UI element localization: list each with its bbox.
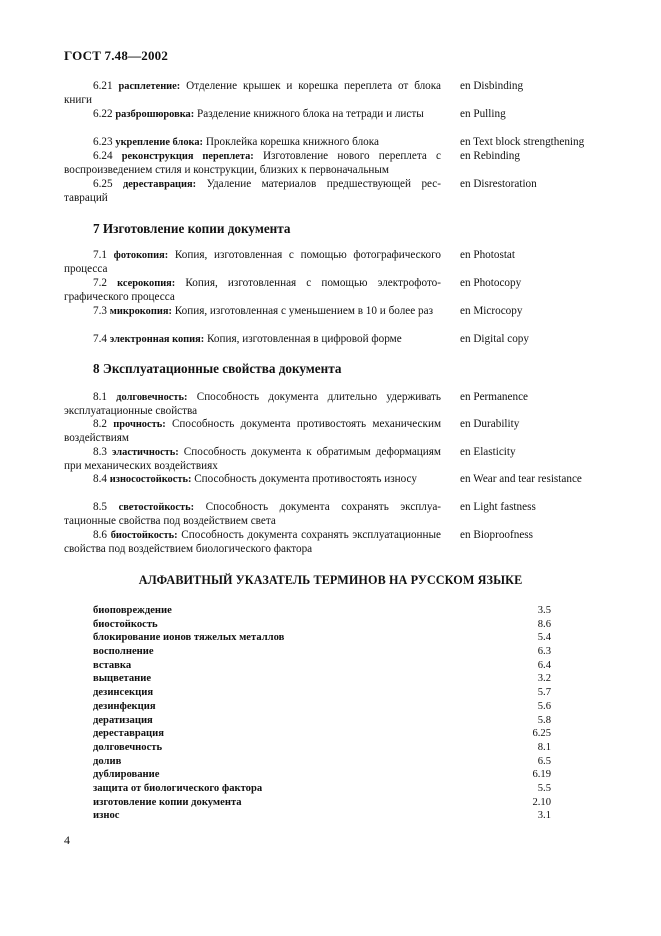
term-number: 6.25: [93, 178, 113, 190]
index-term: защита от биологического фактора: [93, 782, 263, 794]
term-entry: [64, 150, 441, 177]
term-english: en Microcopy: [460, 305, 523, 317]
index-ref: 8.1: [537, 741, 551, 753]
index-row: [93, 782, 551, 796]
index-ref: 6.19: [532, 769, 551, 781]
index-ref: 8.6: [537, 618, 551, 630]
index-ref: 2.10: [532, 796, 551, 808]
index-ref: 3.5: [537, 605, 551, 616]
term-english: en Digital copy: [460, 333, 529, 345]
term-entry: [64, 178, 441, 205]
index-row: [93, 700, 551, 714]
index-term: дезинсекция: [93, 687, 154, 699]
term-english: en Disbinding: [460, 80, 524, 92]
term-name: прочность:: [113, 419, 166, 430]
term-name: электронная копия:: [109, 334, 205, 345]
index-term: дереставрация: [93, 728, 164, 740]
term-definition: Копия, изготовленная с помощью фотографического процесса: [64, 249, 441, 275]
index-term: долговечность: [93, 741, 163, 753]
index-ref: 5.8: [537, 714, 551, 726]
term-entry: [64, 333, 441, 347]
term-english: en Bioproofness: [460, 529, 534, 541]
section-heading-8: 8 Эксплуатационные свойства документа: [93, 361, 342, 376]
term-entry: [64, 80, 441, 107]
index-term: биостойкость: [93, 618, 158, 630]
document-header: ГОСТ 7.48—2002: [64, 48, 169, 63]
index-term: износ: [93, 810, 120, 822]
term-entry: [64, 529, 441, 556]
term-definition: Копия, изготовленная с уменьшением в 10 и более раз: [174, 305, 434, 317]
term-name: эластичность:: [112, 447, 179, 458]
term-definition: Способность документа сохранять эксплуатационные свойства под воздействием света: [64, 501, 442, 527]
index-ref: 5.4: [537, 632, 551, 644]
section-heading-7: 7 Изготовление копии документа: [93, 221, 291, 236]
term-entry: [64, 249, 441, 276]
index-row: [93, 809, 551, 823]
term-definition: Способность документа сохранять эксплуатационные свойства под воздействием биологического фактора: [64, 529, 442, 555]
term-english: en Wear and tear resistance: [460, 473, 582, 485]
term-entry: [64, 391, 441, 418]
term-name: фотокопия:: [113, 250, 169, 261]
term-entry: [64, 305, 441, 319]
term-name: износостойкость:: [109, 474, 192, 485]
term-name: укрепление блока:: [115, 137, 204, 148]
index-row: [93, 755, 551, 769]
term-name: биостойкость:: [110, 530, 178, 541]
term-entry: [64, 501, 441, 528]
term-number: 6.23: [93, 136, 113, 148]
term-number: 7.3: [93, 305, 107, 317]
term-number: 6.24: [93, 150, 113, 162]
index-row: [93, 686, 551, 700]
index-ref: 3.1: [537, 810, 551, 822]
index-row: [93, 645, 551, 659]
index-row: [93, 618, 551, 632]
term-definition: Способность документа к обратимым деформациям при механических воздействиях: [64, 446, 442, 472]
term-name: светостойкость:: [118, 502, 195, 513]
term-english: en Photocopy: [460, 277, 522, 289]
index-row: [93, 631, 551, 645]
term-entry: [64, 418, 441, 445]
term-number: 8.2: [93, 418, 107, 430]
term-definition: Разделение книжного блока на тетради и листы: [197, 108, 424, 120]
term-entry: [64, 277, 441, 304]
term-english: en Photostat: [460, 249, 516, 261]
term-number: 6.21: [93, 80, 113, 92]
index-ref: 5.5: [537, 782, 551, 794]
term-name: ксерокопия:: [117, 278, 176, 289]
term-definition: Удаление материалов предшествующей реставраций: [64, 178, 441, 204]
page-number: 4: [64, 833, 70, 847]
term-entry: [64, 136, 441, 150]
term-english: en Durability: [460, 418, 520, 430]
index-row: [93, 604, 551, 618]
index-row: [93, 796, 551, 810]
index-term: вставка: [93, 659, 132, 671]
term-number: 7.2: [93, 277, 107, 289]
term-definition: Способность документа противостоять износу: [194, 473, 417, 485]
term-entry: [64, 446, 441, 473]
index-row: [93, 672, 551, 686]
index-title: АЛФАВИТНЫЙ УКАЗАТЕЛЬ ТЕРМИНОВ НА РУССКОМ ЯЗЫКЕ: [138, 573, 523, 587]
term-definition: Копия, изготовленная с помощью электрофотографического процесса: [64, 277, 442, 303]
term-entry: [64, 108, 441, 122]
term-definition: Способность документа длительно удерживать эксплуатационные свойства: [64, 391, 441, 417]
index-term: биоповреждение: [93, 605, 172, 616]
term-number: 8.1: [93, 391, 107, 403]
term-definition: Изготовление нового переплета с воспроизведением стиля и конструкции, близких к первоначальным: [64, 150, 441, 176]
index-ref: 6.25: [532, 728, 551, 740]
term-english: en Text block strengthening: [460, 136, 585, 148]
index-term: дезинфекция: [93, 700, 156, 712]
term-number: 8.3: [93, 446, 107, 458]
index-ref: 6.5: [537, 755, 551, 767]
index-term: восполнение: [93, 646, 154, 658]
index-term: дератизация: [93, 714, 153, 726]
term-entry: [64, 473, 441, 487]
term-number: 8.6: [93, 529, 107, 541]
term-definition: Проклейка корешка книжного блока: [205, 136, 379, 148]
term-english: en Disrestoration: [460, 178, 537, 190]
term-english: en Pulling: [460, 108, 506, 120]
index-ref: 6.4: [537, 659, 551, 671]
term-definition: Способность документа противостоять механическим воздействиям: [64, 418, 442, 444]
index-ref: 3.2: [537, 673, 551, 685]
term-name: разброшюровка:: [115, 109, 195, 120]
term-english: en Permanence: [460, 391, 529, 403]
index-term: долив: [93, 755, 122, 767]
term-english: en Rebinding: [460, 150, 520, 162]
term-english: en Light fastness: [460, 501, 536, 513]
index-term: дублирование: [93, 769, 160, 781]
term-name: микрокопия:: [109, 306, 172, 317]
term-definition: Отделение крышек и корешка переплета от блока книги: [64, 80, 442, 106]
index-row: [93, 768, 551, 782]
term-number: 7.4: [93, 333, 107, 345]
term-name: дереставрация:: [123, 179, 197, 190]
index-term: выцветание: [93, 673, 152, 685]
term-definition: Копия, изготовленная в цифровой форме: [207, 333, 402, 345]
index-row: [93, 714, 551, 728]
term-english: en Elasticity: [460, 446, 516, 458]
term-name: расплетение:: [118, 81, 181, 92]
index-term: изготовление копии документа: [93, 796, 242, 808]
index-ref: 5.7: [537, 687, 551, 699]
term-number: 8.4: [93, 473, 107, 485]
index-term: блокирование ионов тяжелых металлов: [93, 632, 285, 644]
index-ref: 5.6: [537, 700, 551, 712]
index-list: [93, 604, 551, 823]
term-number: 8.5: [93, 501, 107, 513]
term-number: 6.22: [93, 108, 113, 120]
term-name: реконструкция переплета:: [121, 151, 254, 162]
term-name: долговечность:: [116, 392, 188, 403]
index-row: [93, 741, 551, 755]
index-row: [93, 727, 551, 741]
index-row: [93, 659, 551, 673]
index-ref: 6.3: [537, 646, 551, 658]
term-number: 7.1: [93, 249, 107, 261]
